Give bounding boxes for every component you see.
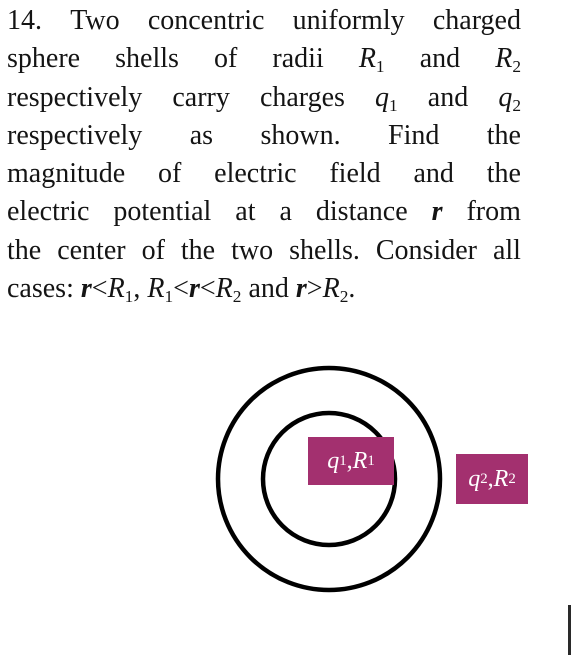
word: electric (7, 196, 90, 228)
word: Find (388, 119, 440, 151)
math-r: r (431, 196, 443, 228)
word: from (466, 196, 521, 228)
math-R2: $R_2$ (495, 43, 521, 77)
word: field (329, 158, 381, 190)
word: sphere (7, 43, 81, 75)
math-q2: $q_2$ (498, 81, 521, 115)
word: shells. (289, 234, 360, 266)
math-q1: $q_1$ (375, 81, 398, 115)
word: of (214, 43, 238, 75)
word: radii (272, 43, 324, 75)
word: of (158, 158, 182, 190)
word: respectively (7, 119, 143, 151)
word: magnitude (7, 158, 126, 190)
word: the (180, 234, 216, 266)
word: Two (70, 5, 120, 36)
word: distance (315, 196, 408, 228)
word: potential (113, 196, 212, 228)
word: the (486, 119, 521, 151)
case-3: $r>R_2$. (295, 273, 356, 306)
problem-number: 14. (7, 5, 42, 36)
outer-shell-label: q 2 , R 2 (456, 454, 528, 504)
word: carry (172, 81, 230, 113)
word: all (492, 234, 521, 266)
word: respectively (7, 81, 143, 113)
word: a (279, 196, 292, 228)
word: at (235, 196, 256, 228)
math-R1: $R_1$ (358, 43, 385, 77)
case-1: $r<R_1$, (80, 273, 141, 306)
word: electric (214, 158, 297, 190)
word: charges (259, 81, 345, 113)
word: shown. (260, 119, 341, 151)
word: the (486, 158, 521, 190)
word: and (419, 43, 461, 75)
word: two (231, 234, 274, 266)
word: and (248, 273, 289, 305)
word: concentric (147, 5, 265, 36)
word: and (427, 81, 469, 113)
word: center (57, 234, 126, 266)
word: and (413, 158, 454, 190)
word: of (141, 234, 165, 266)
word: the (7, 234, 42, 266)
word: charged (432, 5, 521, 36)
word: Consider (375, 234, 477, 266)
word: cases: (7, 273, 74, 305)
word: uniformly (292, 5, 405, 36)
text-cursor (568, 605, 571, 655)
word: shells (115, 43, 179, 75)
word: as (189, 119, 214, 151)
case-2: $R_1<r<R_2$ (147, 273, 242, 306)
inner-shell-label: q 1 , R 1 (308, 437, 394, 485)
